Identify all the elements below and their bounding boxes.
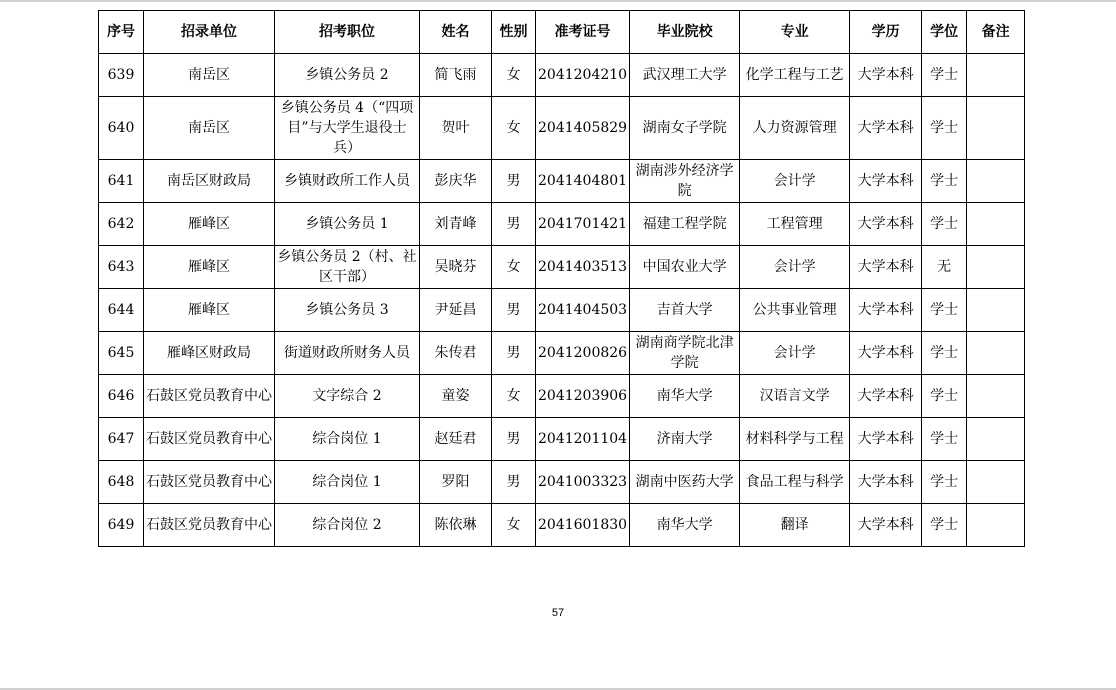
table-cell: 大学本科: [850, 160, 922, 203]
table-cell: 公共事业管理: [740, 289, 850, 332]
table-cell: 雁峰区财政局: [144, 332, 275, 375]
table-row: [99, 97, 1025, 160]
table-cell: 吉首大学: [630, 289, 740, 332]
table-cell: 贺叶: [420, 97, 492, 160]
table-cell: 湖南女子学院: [630, 97, 740, 160]
table-cell: 乡镇财政所工作人员: [275, 160, 420, 203]
table-cell: 食品工程与科学: [740, 461, 850, 504]
admission-table: [98, 10, 1025, 547]
table-cell: 石鼓区党员教育中心: [144, 504, 275, 547]
table-row: [99, 160, 1025, 203]
table-cell: 大学本科: [850, 461, 922, 504]
table-cell: 雁峰区: [144, 203, 275, 246]
table-cell: [967, 203, 1025, 246]
table-row: [99, 504, 1025, 547]
table-cell: 石鼓区党员教育中心: [144, 418, 275, 461]
table-cell: 男: [492, 461, 536, 504]
table-cell: 南华大学: [630, 375, 740, 418]
table-cell: 学士: [922, 54, 967, 97]
table-cell: 乡镇公务员 2（村、社区干部）: [275, 246, 420, 289]
table-cell: 武汉理工大学: [630, 54, 740, 97]
table-cell: 简飞雨: [420, 54, 492, 97]
table-cell: [967, 375, 1025, 418]
table-row: [99, 54, 1025, 97]
table-cell: 彭庆华: [420, 160, 492, 203]
table-cell: 街道财政所财务人员: [275, 332, 420, 375]
table-cell: 2041601830: [536, 504, 630, 547]
table-cell: 645: [99, 332, 144, 375]
table-cell: 南岳区: [144, 54, 275, 97]
header-cell: 招考职位: [275, 11, 420, 54]
table-cell: 福建工程学院: [630, 203, 740, 246]
table-cell: 大学本科: [850, 504, 922, 547]
table-cell: 男: [492, 418, 536, 461]
table-cell: 学士: [922, 289, 967, 332]
table-cell: 644: [99, 289, 144, 332]
table-cell: 翻译: [740, 504, 850, 547]
table-cell: 学士: [922, 375, 967, 418]
table-cell: 工程管理: [740, 203, 850, 246]
table-cell: [967, 97, 1025, 160]
table-cell: 女: [492, 97, 536, 160]
header-cell: 准考证号: [536, 11, 630, 54]
table-row: [99, 375, 1025, 418]
table-cell: 刘青峰: [420, 203, 492, 246]
table-cell: 汉语言文学: [740, 375, 850, 418]
header-cell: 招录单位: [144, 11, 275, 54]
table-cell: 中国农业大学: [630, 246, 740, 289]
table-cell: 大学本科: [850, 375, 922, 418]
table-cell: 乡镇公务员 3: [275, 289, 420, 332]
table-cell: [967, 160, 1025, 203]
table-cell: 男: [492, 332, 536, 375]
table-cell: 女: [492, 375, 536, 418]
table-cell: 男: [492, 289, 536, 332]
table-cell: 南岳区: [144, 97, 275, 160]
table-cell: 湖南商学院北津学院: [630, 332, 740, 375]
table-cell: 2041200826: [536, 332, 630, 375]
table-cell: 文字综合 2: [275, 375, 420, 418]
table-cell: 尹延昌: [420, 289, 492, 332]
table-cell: 学士: [922, 461, 967, 504]
table-cell: 649: [99, 504, 144, 547]
table-cell: 2041404801: [536, 160, 630, 203]
header-cell: 毕业院校: [630, 11, 740, 54]
table-cell: 大学本科: [850, 332, 922, 375]
table-cell: 2041404503: [536, 289, 630, 332]
table-cell: 大学本科: [850, 97, 922, 160]
table-cell: 人力资源管理: [740, 97, 850, 160]
table-cell: 综合岗位 1: [275, 418, 420, 461]
table-cell: 湖南中医药大学: [630, 461, 740, 504]
table-cell: 雁峰区: [144, 289, 275, 332]
table-cell: 陈依琳: [420, 504, 492, 547]
table-cell: 大学本科: [850, 418, 922, 461]
table-cell: 学士: [922, 97, 967, 160]
table-cell: 石鼓区党员教育中心: [144, 461, 275, 504]
table-cell: 乡镇公务员 4（“四项目”与大学生退役士兵）: [275, 97, 420, 160]
table-cell: 大学本科: [850, 54, 922, 97]
table-row: [99, 246, 1025, 289]
table-cell: 综合岗位 2: [275, 504, 420, 547]
table-cell: [967, 246, 1025, 289]
table-cell: 湖南涉外经济学院: [630, 160, 740, 203]
table-cell: 641: [99, 160, 144, 203]
table-cell: 642: [99, 203, 144, 246]
table-cell: 648: [99, 461, 144, 504]
table-cell: 赵廷君: [420, 418, 492, 461]
table-cell: 639: [99, 54, 144, 97]
table-cell: 2041003323: [536, 461, 630, 504]
header-cell: 学位: [922, 11, 967, 54]
table-cell: 南岳区财政局: [144, 160, 275, 203]
table-cell: 石鼓区党员教育中心: [144, 375, 275, 418]
table-cell: [967, 289, 1025, 332]
table-cell: 647: [99, 418, 144, 461]
page-number: 57: [551, 607, 565, 619]
table-cell: 会计学: [740, 332, 850, 375]
table-cell: 学士: [922, 203, 967, 246]
table-row: [99, 418, 1025, 461]
table-cell: 男: [492, 203, 536, 246]
table-cell: 2041701421: [536, 203, 630, 246]
header-cell: 序号: [99, 11, 144, 54]
table-cell: 会计学: [740, 246, 850, 289]
table-cell: [967, 54, 1025, 97]
table-cell: 学士: [922, 504, 967, 547]
table-cell: 综合岗位 1: [275, 461, 420, 504]
table-cell: 大学本科: [850, 203, 922, 246]
header-cell: 学历: [850, 11, 922, 54]
header-cell: 专业: [740, 11, 850, 54]
header-cell: 备注: [967, 11, 1025, 54]
table-cell: 2041203906: [536, 375, 630, 418]
table-cell: 罗阳: [420, 461, 492, 504]
table-cell: [967, 418, 1025, 461]
table-cell: 640: [99, 97, 144, 160]
table-cell: 乡镇公务员 2: [275, 54, 420, 97]
header-cell: 姓名: [420, 11, 492, 54]
table-cell: 化学工程与工艺: [740, 54, 850, 97]
table-cell: 学士: [922, 160, 967, 203]
table-cell: [967, 504, 1025, 547]
table-cell: 童姿: [420, 375, 492, 418]
table-cell: 女: [492, 246, 536, 289]
table-cell: 2041204210: [536, 54, 630, 97]
table-cell: 朱传君: [420, 332, 492, 375]
table-cell: 雁峰区: [144, 246, 275, 289]
table-cell: 2041403513: [536, 246, 630, 289]
table-row: [99, 332, 1025, 375]
table-row: [99, 461, 1025, 504]
table-cell: 2041405829: [536, 97, 630, 160]
table-cell: 材料科学与工程: [740, 418, 850, 461]
table-cell: 女: [492, 54, 536, 97]
table-cell: 大学本科: [850, 246, 922, 289]
table-header-row: [99, 11, 1025, 54]
table-cell: 乡镇公务员 1: [275, 203, 420, 246]
table-cell: 济南大学: [630, 418, 740, 461]
table-cell: 无: [922, 246, 967, 289]
table-cell: 2041201104: [536, 418, 630, 461]
table-cell: 男: [492, 160, 536, 203]
table-cell: 大学本科: [850, 289, 922, 332]
table-cell: 学士: [922, 332, 967, 375]
table-cell: [967, 332, 1025, 375]
table-cell: 女: [492, 504, 536, 547]
table-row: [99, 289, 1025, 332]
table-cell: [967, 461, 1025, 504]
table-cell: 646: [99, 375, 144, 418]
table-cell: 南华大学: [630, 504, 740, 547]
table-cell: 吴晓芬: [420, 246, 492, 289]
table-row: [99, 203, 1025, 246]
top-divider: [0, 0, 1116, 2]
header-cell: 性别: [492, 11, 536, 54]
table-cell: 会计学: [740, 160, 850, 203]
table-cell: 643: [99, 246, 144, 289]
table-cell: 学士: [922, 418, 967, 461]
